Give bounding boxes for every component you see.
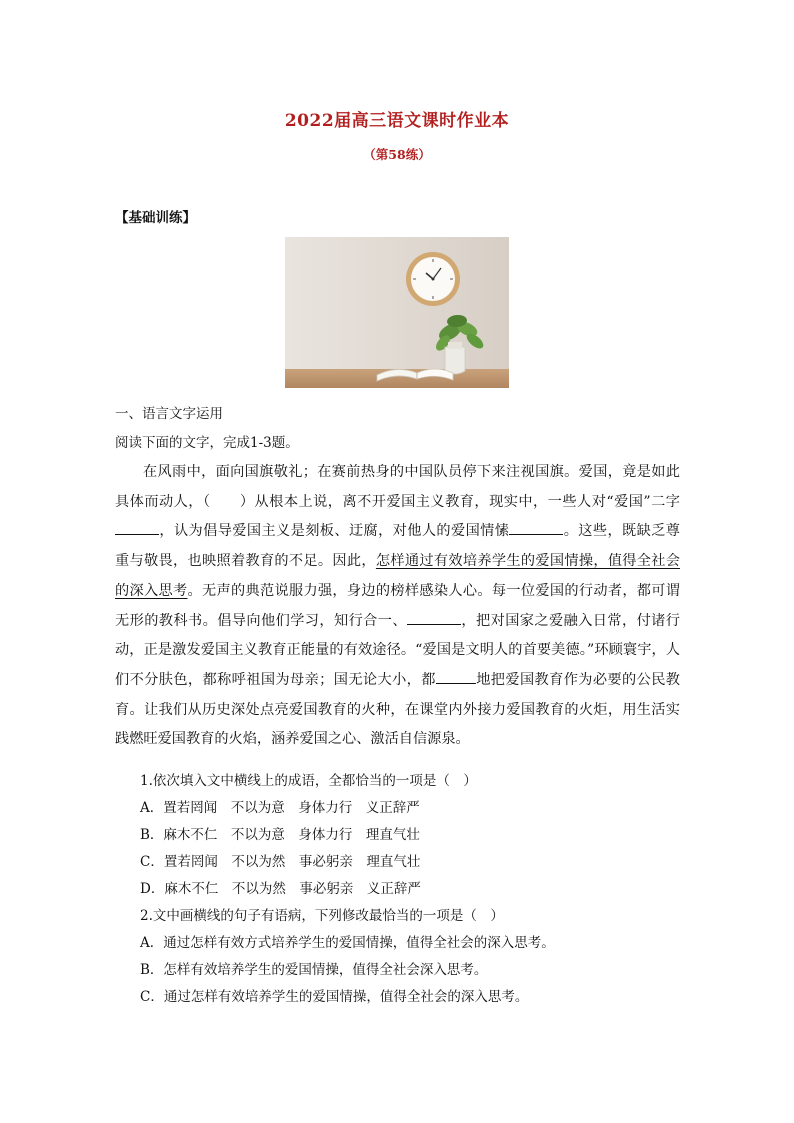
fill-blank-1 [115,520,159,535]
passage-text: 在风雨中，面向国旗敬礼；在赛前热身的中国队员停下来注视国旗。爱国，竟是如此具体而动人，（ ）从根本上说，离不开爱国主义教育，现实中，一些人对“爱国”二字 [115,464,680,510]
fill-blank-4 [436,669,476,684]
clock-icon [406,252,460,306]
question-1-option-a: A．置若罔闻 不以为意 身体力行 义正辞严 [140,800,420,816]
question-1-option-d: D．麻木不仁 不以为然 事必躬亲 义正辞严 [140,881,421,897]
question-2-option-b: B．怎样有效培养学生的爱国情操，值得全社会深入思考。 [140,962,488,978]
document-subtitle: （第58练） [363,147,431,162]
passage-text: 。这些，既缺乏尊重与敬畏，也映照着教育的不足。因此， [115,523,680,570]
question-2-stem: 2.文中画横线的句子有语病，下列修改最恰当的一项是（ ） [140,908,504,924]
passage-text: ，认为倡导爱国主义是刻板、迂腐，对他人的爱国情愫 [159,523,510,540]
photo-illustration [285,237,509,388]
reading-passage [115,458,680,755]
underlined-sentence: 怎样通过有效培养学生的爱国情操，值得全社会的深入思考 [115,553,680,599]
passage-text: ，把对国家之爱融入日常，付诸行动，正是激发爱国主义教育正能量的有效途径。“爱国是文明人的首要美德。”环顾寰宇，人们不分肤色，都称呼祖国为母亲；国无论大小，都 [115,612,680,688]
question-2-option-a: A．通过怎样有效方式培养学生的爱国情操，值得全社会的深入思考。 [140,935,555,951]
section-label: 【基础训练】 [115,210,196,226]
question-1-stem: 1.依次填入文中横线上的成语，全都恰当的一项是（ ） [140,773,477,789]
part-heading: 一、语言文字运用 [115,406,223,422]
clock-plant-book-photo [285,237,509,388]
reading-instruction: 阅读下面的文字，完成1-3题。 [115,435,299,451]
question-1-option-b: B．麻木不仁 不以为意 身体力行 理直气壮 [140,827,420,843]
fill-blank-2 [509,520,563,535]
passage-text: 。无声的典范说服力强，身边的榜样感染人心。每一位爱国的行动者，都可谓无形的教科书。倡导向他们学习，知行合一、 [115,582,680,629]
question-2-option-c: C．通过怎样有效培养学生的爱国情操，值得全社会的深入思考。 [140,989,529,1005]
fill-blank-3 [407,610,461,625]
document-title: 2022届高三语文课时作业本 [284,111,510,131]
passage-text: 地把爱国教育作为必要的公民教育。让我们从历史深处点亮爱国教育的火种，在课堂内外接力爱国教育的火炬，用生活实践燃旺爱国教育的火焰，涵养爱国之心、激活自信源泉。 [115,671,680,748]
question-1-option-c: C．置若罔闻 不以为然 事必躬亲 理直气壮 [140,854,421,870]
